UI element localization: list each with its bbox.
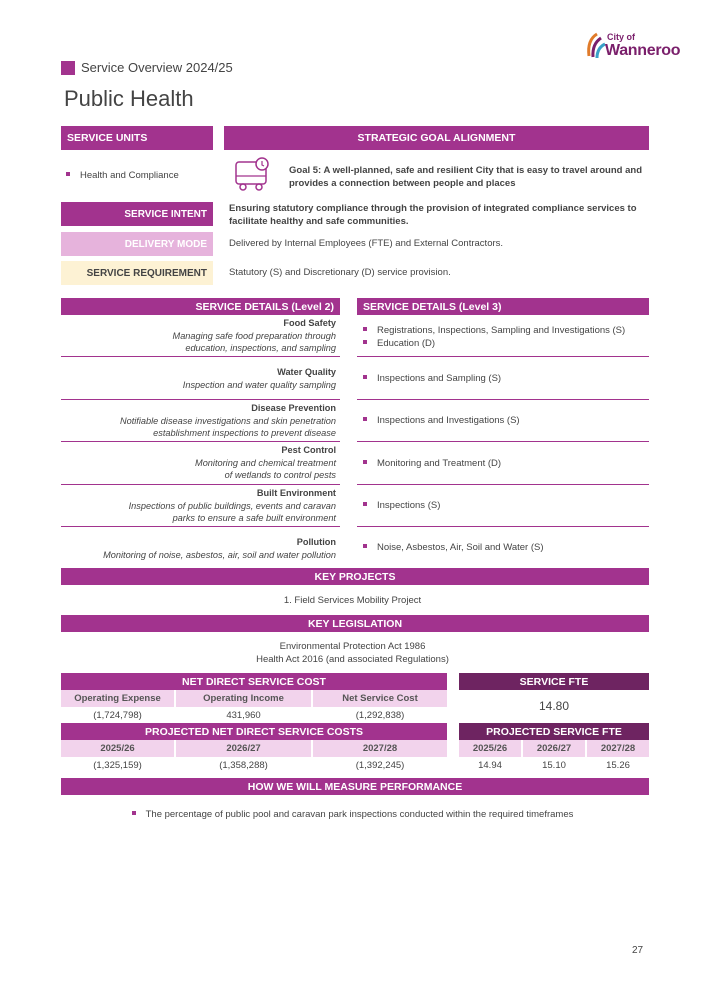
delivery-mode-text: Delivered by Internal Employees (FTE) and External Contractors.: [229, 238, 504, 249]
net-cost-col-header: Operating Income: [176, 690, 311, 707]
delivery-mode-label: DELIVERY MODE: [61, 232, 213, 256]
service-units-header: SERVICE UNITS: [61, 126, 213, 150]
bullet-icon: [363, 327, 367, 331]
projected-fte-value: 14.94: [478, 760, 502, 771]
details-row-water-quality: [61, 366, 336, 391]
detail-desc: Inspections of public buildings, events and caravan: [128, 500, 336, 511]
service-details-level3-header: SERVICE DETAILS (Level 3): [357, 298, 649, 315]
row-divider: [357, 526, 649, 527]
page-number: 27: [632, 945, 644, 956]
projected-fte-header: PROJECTED SERVICE FTE: [459, 723, 649, 740]
details-l3-pest-control: Monitoring and Treatment (D): [363, 458, 501, 469]
service-fte-header: SERVICE FTE: [459, 673, 649, 690]
details-l3-food-safety: Registrations, Inspections, Sampling and Investigations (S) Education (D): [363, 324, 625, 350]
bullet-icon: [363, 502, 367, 506]
row-divider: [357, 356, 649, 357]
detail-desc: parks to ensure a safe built environment: [172, 513, 336, 523]
legislation-item: Environmental Protection Act 1986: [279, 641, 426, 652]
page-subtitle: Service Overview 2024/25: [81, 60, 233, 75]
row-divider: [61, 399, 340, 400]
service-unit-item: Health and Compliance: [66, 170, 179, 181]
bullet-icon: [363, 417, 367, 421]
projected-cost-value: (1,392,245): [355, 760, 405, 771]
detail-title: Water Quality: [277, 367, 336, 377]
detail-desc: education, inspections, and sampling: [185, 343, 336, 353]
service-requirement-label: SERVICE REQUIREMENT: [61, 261, 213, 285]
projected-fte-value: 15.26: [606, 760, 630, 771]
detail-desc: establishment inspections to prevent disease: [153, 428, 336, 438]
net-cost-header: NET DIRECT SERVICE COST: [61, 673, 447, 690]
bullet-icon: [132, 811, 136, 815]
transport-goal-icon: [233, 156, 273, 192]
net-cost-value: (1,292,838): [355, 710, 405, 721]
projected-fte-col-header: 2027/28: [587, 740, 649, 757]
page-title: Public Health: [64, 86, 194, 111]
row-divider: [357, 399, 649, 400]
row-divider: [61, 441, 340, 442]
detail-desc: Monitoring of noise, asbestos, air, soil and water pollution: [103, 549, 336, 560]
logo-emblem-icon: [585, 30, 607, 60]
net-cost-value: 431,960: [226, 710, 261, 721]
details-row-pollution: [61, 536, 336, 561]
row-divider: [61, 356, 340, 357]
bullet-icon: [363, 544, 367, 548]
bullet-icon: [363, 460, 367, 464]
strategic-goal-header: STRATEGIC GOAL ALIGNMENT: [224, 126, 649, 150]
details-l3-built-environment: Inspections (S): [363, 500, 440, 511]
city-logo: [585, 28, 681, 64]
projected-cost-value: (1,325,159): [93, 760, 142, 771]
key-projects-header: KEY PROJECTS: [61, 568, 649, 585]
net-cost-value: (1,724,798): [93, 710, 142, 721]
row-divider: [357, 441, 649, 442]
logo-city-text: City of: [607, 32, 635, 42]
projected-cost-col-header: 2025/26: [61, 740, 174, 757]
details-row-pest-control: [61, 444, 336, 482]
performance-item: The percentage of public pool and caravan park inspections conducted within the required timeframes: [0, 809, 705, 820]
details-row-disease-prevention: [61, 402, 336, 440]
row-divider: [357, 484, 649, 485]
detail-title: Built Environment: [256, 488, 336, 498]
detail-desc: of wetlands to control pests: [224, 470, 336, 480]
detail-title: Pest Control: [281, 445, 336, 455]
detail-desc: Managing safe food preparation through: [172, 330, 336, 341]
projected-cost-value: (1,358,288): [219, 760, 268, 771]
detail-desc: Notifiable disease investigations and skin penetration: [119, 415, 336, 426]
service-intent-label: SERVICE INTENT: [61, 202, 213, 226]
details-l3-pollution: Noise, Asbestos, Air, Soil and Water (S): [363, 542, 544, 553]
projected-fte-col-header: 2025/26: [459, 740, 521, 757]
bullet-icon: [66, 172, 70, 176]
service-intent-text: Ensuring statutory compliance through the provision of integrated compliance services to facilitate healthy and safe communities.: [229, 203, 637, 227]
subtitle-marker: [61, 61, 75, 75]
projected-fte-col-header: 2026/27: [523, 740, 585, 757]
details-row-food-safety: [61, 317, 336, 355]
strategic-goal-text: Goal 5: A well-planned, safe and resilient City that is easy to travel around and provides a connection between people and places: [289, 165, 642, 189]
row-divider: [61, 526, 340, 527]
logo-name-text: Wanneroo: [605, 42, 681, 59]
service-details-level2-header: SERVICE DETAILS (Level 2): [61, 298, 340, 315]
row-divider: [61, 484, 340, 485]
details-l3-water-quality: Inspections and Sampling (S): [363, 373, 501, 384]
detail-title: Food Safety: [283, 318, 336, 328]
details-row-built-environment: [61, 487, 336, 525]
legislation-item: Health Act 2016 (and associated Regulations): [256, 654, 449, 665]
bullet-icon: [363, 375, 367, 379]
key-project-item: 1. Field Services Mobility Project: [283, 595, 422, 606]
performance-header: HOW WE WILL MEASURE PERFORMANCE: [61, 778, 649, 795]
projected-cost-col-header: 2026/27: [176, 740, 311, 757]
detail-title: Disease Prevention: [251, 403, 336, 413]
service-fte-value: 14.80: [538, 699, 570, 713]
net-cost-col-header: Net Service Cost: [313, 690, 447, 707]
detail-desc: Inspection and water quality sampling: [182, 379, 336, 390]
net-cost-col-header: Operating Expense: [61, 690, 174, 707]
projected-fte-value: 15.10: [542, 760, 566, 771]
projected-cost-header: PROJECTED NET DIRECT SERVICE COSTS: [61, 723, 447, 740]
projected-cost-col-header: 2027/28: [313, 740, 447, 757]
service-requirement-text: Statutory (S) and Discretionary (D) service provision.: [229, 267, 451, 278]
key-legislation-header: KEY LEGISLATION: [61, 615, 649, 632]
bullet-icon: [363, 340, 367, 344]
detail-desc: Monitoring and chemical treatment: [195, 457, 336, 468]
details-l3-disease-prevention: Inspections and Investigations (S): [363, 415, 520, 426]
detail-title: Pollution: [296, 537, 336, 547]
